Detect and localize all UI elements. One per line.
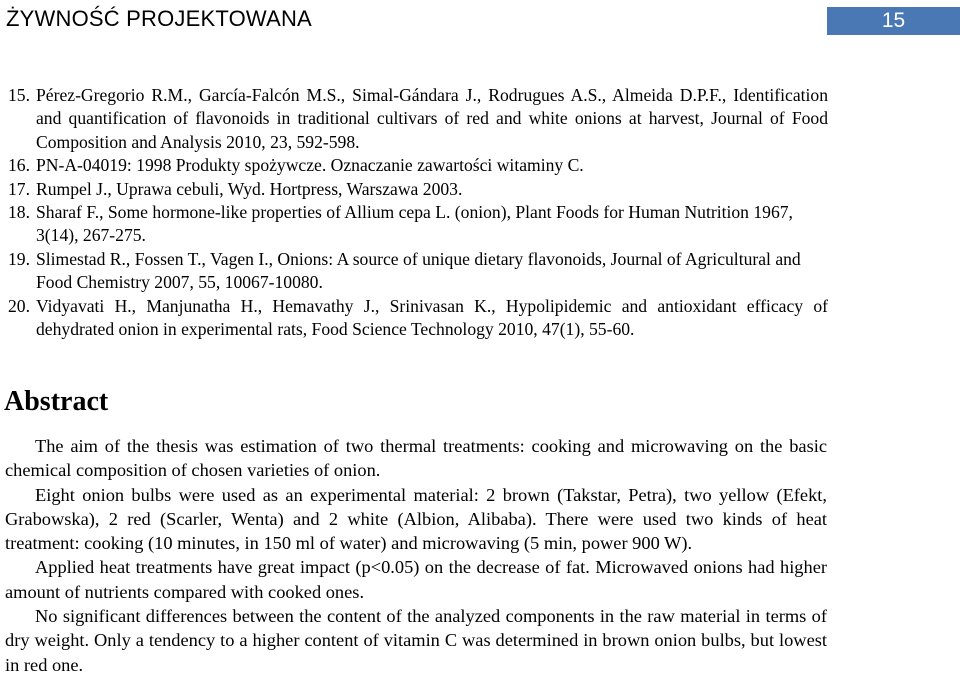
reference-text: Pérez-Gregorio R.M., García-Falcón M.S., Simal-Gándara J., Rodrugues A.S., Almeida D.P.F., Identification and quantification of flavonoids in traditional cultivars of red and white onions at harvest, Journal of Food Composition and Analysis 2010, 23, 592-598. [36, 85, 828, 152]
reference-number: 15. [8, 85, 30, 105]
reference-number: 20. [8, 295, 30, 316]
abstract-heading: Abstract [4, 386, 109, 417]
reference-number: 18. [8, 202, 30, 223]
abstract-paragraph: Applied heat treatments have great impact (p<0.05) on the decrease of fat. Microwaved onions had higher amount of nutrients compared with cooked ones. [5, 557, 827, 602]
reference-text: PN-A-04019: 1998 Produkty spożywcze. Oznaczanie zawartości witaminy C. [36, 155, 584, 176]
reference-item [8, 178, 828, 201]
abstract-paragraph: No significant differences between the content of the analyzed components in the raw material in terms of dry weight. Only a tendency to a higher content of vitamin C was determined in brown onion bulbs, but lowest in red one. [5, 606, 827, 675]
reference-item [8, 154, 828, 177]
abstract-paragraph: Eight onion bulbs were used as an experimental material: 2 brown (Takstar, Petra), two yellow (Efekt, Grabowska), 2 red (Scarler, Wenta) and 2 white (Albion, Alibaba). There were used two kinds of heat treatment: cooking (10 minutes, in 150 ml of water) and microwaving (5 min, power 900 W). [5, 484, 827, 554]
reference-item [8, 248, 828, 295]
page-header [0, 0, 960, 40]
reference-item [8, 84, 828, 154]
abstract-paragraph: The aim of the thesis was estimation of two thermal treatments: cooking and microwaving on the basic chemical composition of chosen varieties of onion. [5, 436, 827, 481]
reference-item [8, 201, 828, 248]
reference-number: 19. [8, 248, 30, 269]
reference-text: Sharaf F., Some hormone-like properties of Allium cepa L. (onion), Plant Foods for Human Nutrition 1967, 3(14), 267-275. [36, 202, 793, 246]
reference-text: Vidyavati H., Manjunatha H., Hemavathy J., Srinivasan K., Hypolipidemic and antioxidant efficacy of dehydrated onion in experimental rats, Food Science Technology 2010, 47(1), 55-60. [36, 295, 828, 340]
abstract-body [5, 434, 827, 677]
reference-text: Slimestad R., Fossen T., Vagen I., Onions: A source of unique dietary flavonoids, Journal of Agricultural and Food Chemistry 2007, 55, 10067-10080. [36, 248, 801, 293]
reference-text: Rumpel J., Uprawa cebuli, Wyd. Hortpress, Warszawa 2003. [36, 178, 463, 199]
page-number-badge: 15 [827, 7, 960, 35]
reference-item [8, 295, 828, 342]
reference-list [8, 84, 828, 341]
reference-number: 16. [8, 155, 30, 176]
reference-number: 17. [8, 178, 30, 199]
journal-title: ŻYWNOŚĆ PROJEKTOWANA [6, 6, 312, 31]
